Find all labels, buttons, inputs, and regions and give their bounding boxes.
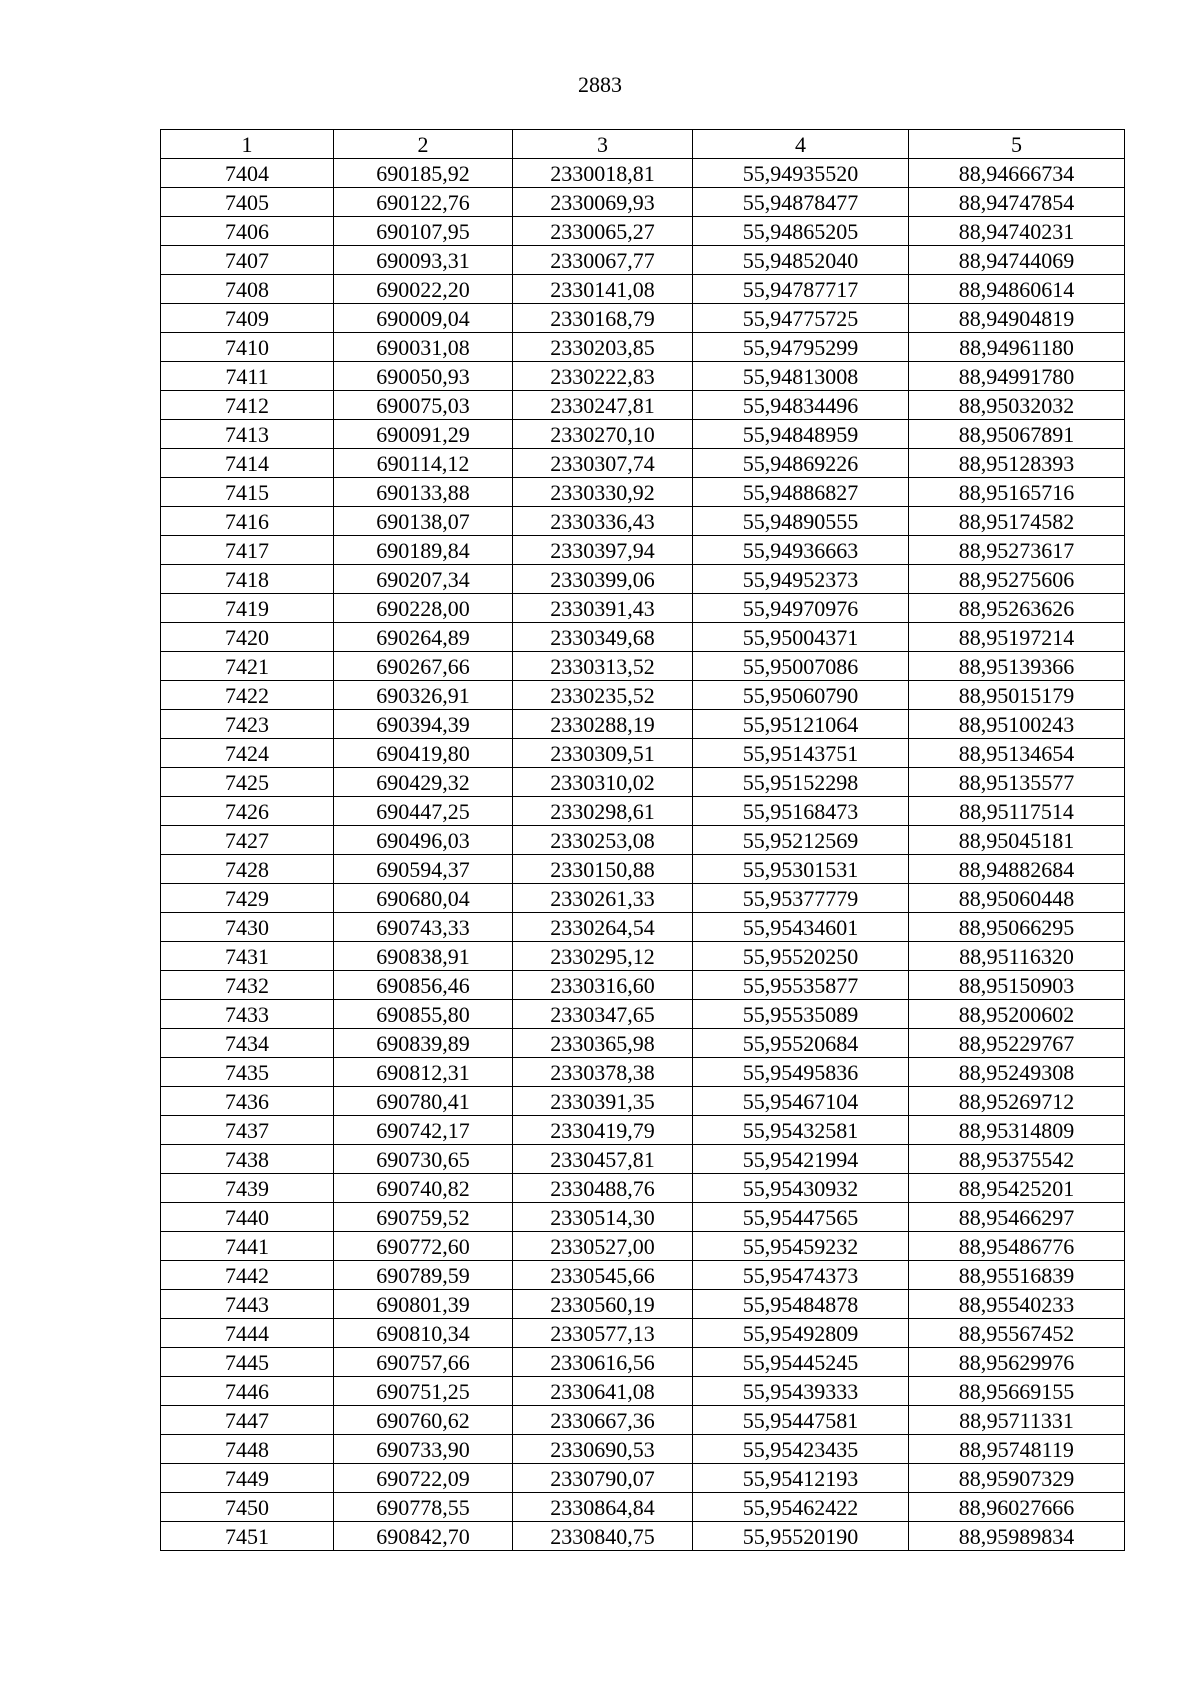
table-cell-col-2: 690722,09: [334, 1464, 513, 1493]
table-cell-col-3: 2330235,52: [513, 681, 693, 710]
table-row: [161, 594, 1125, 623]
table-cell-col-1: 7422: [161, 681, 334, 710]
table-cell-col-3: 2330560,19: [513, 1290, 693, 1319]
table-cell-col-1: 7423: [161, 710, 334, 739]
table-cell-col-1: 7415: [161, 478, 334, 507]
table-cell-col-2: 690680,04: [334, 884, 513, 913]
table-cell-col-1: 7435: [161, 1058, 334, 1087]
table-cell-col-5: 88,94991780: [909, 362, 1125, 391]
table-cell-col-3: 2330270,10: [513, 420, 693, 449]
table-cell-col-5: 88,94961180: [909, 333, 1125, 362]
table-cell-col-3: 2330307,74: [513, 449, 693, 478]
table-cell-col-2: 690267,66: [334, 652, 513, 681]
table-cell-col-3: 2330514,30: [513, 1203, 693, 1232]
table-cell-col-5: 88,94666734: [909, 159, 1125, 188]
table-cell-col-2: 690855,80: [334, 1000, 513, 1029]
table-cell-col-2: 690812,31: [334, 1058, 513, 1087]
table-cell-col-5: 88,95275606: [909, 565, 1125, 594]
table-cell-col-1: 7443: [161, 1290, 334, 1319]
table-cell-col-1: 7414: [161, 449, 334, 478]
table-cell-col-5: 88,95067891: [909, 420, 1125, 449]
table-cell-col-4: 55,94952373: [693, 565, 909, 594]
table-row: [161, 1145, 1125, 1174]
table-cell-col-5: 88,95135577: [909, 768, 1125, 797]
table-row: [161, 1261, 1125, 1290]
table-cell-col-5: 88,95273617: [909, 536, 1125, 565]
table-cell-col-2: 690780,41: [334, 1087, 513, 1116]
table-cell-col-2: 690114,12: [334, 449, 513, 478]
table-cell-col-4: 55,94936663: [693, 536, 909, 565]
table-cell-col-1: 7409: [161, 304, 334, 333]
table-cell-col-5: 88,95486776: [909, 1232, 1125, 1261]
table-row: [161, 391, 1125, 420]
table-row: [161, 971, 1125, 1000]
table-row: [161, 1087, 1125, 1116]
table-cell-col-4: 55,95121064: [693, 710, 909, 739]
table-cell-col-4: 55,95060790: [693, 681, 909, 710]
table-row: [161, 797, 1125, 826]
table-cell-col-5: 88,95197214: [909, 623, 1125, 652]
table-cell-col-4: 55,95492809: [693, 1319, 909, 1348]
table-cell-col-1: 7436: [161, 1087, 334, 1116]
table-cell-col-5: 88,95669155: [909, 1377, 1125, 1406]
table-row: [161, 1116, 1125, 1145]
table-cell-col-3: 2330577,13: [513, 1319, 693, 1348]
table-cell-col-1: 7447: [161, 1406, 334, 1435]
table-cell-col-1: 7406: [161, 217, 334, 246]
table-cell-col-5: 88,95540233: [909, 1290, 1125, 1319]
table-cell-col-5: 88,94904819: [909, 304, 1125, 333]
table-cell-col-3: 2330261,33: [513, 884, 693, 913]
table-cell-col-2: 690264,89: [334, 623, 513, 652]
table-cell-col-3: 2330222,83: [513, 362, 693, 391]
table-cell-col-5: 88,94744069: [909, 246, 1125, 275]
table-row: [161, 652, 1125, 681]
table-cell-col-5: 88,95629976: [909, 1348, 1125, 1377]
table-cell-col-1: 7412: [161, 391, 334, 420]
table-cell-col-3: 2330365,98: [513, 1029, 693, 1058]
table-cell-col-2: 690760,62: [334, 1406, 513, 1435]
table-row: [161, 333, 1125, 362]
table-cell-col-2: 690856,46: [334, 971, 513, 1000]
table-cell-col-1: 7449: [161, 1464, 334, 1493]
table-cell-col-3: 2330298,61: [513, 797, 693, 826]
table-cell-col-3: 2330067,77: [513, 246, 693, 275]
table-cell-col-4: 55,94878477: [693, 188, 909, 217]
table-cell-col-3: 2330864,84: [513, 1493, 693, 1522]
table-cell-col-1: 7446: [161, 1377, 334, 1406]
table-cell-col-1: 7434: [161, 1029, 334, 1058]
table-cell-col-5: 88,95139366: [909, 652, 1125, 681]
table-row: [161, 942, 1125, 971]
table-cell-col-4: 55,95421994: [693, 1145, 909, 1174]
table-cell-col-4: 55,95423435: [693, 1435, 909, 1464]
table-cell-col-2: 690733,90: [334, 1435, 513, 1464]
table-row: [161, 623, 1125, 652]
table-cell-col-1: 7424: [161, 739, 334, 768]
table-cell-col-1: 7425: [161, 768, 334, 797]
header-row: [161, 130, 1125, 159]
table-row: [161, 362, 1125, 391]
table-cell-col-1: 7445: [161, 1348, 334, 1377]
table-cell-col-4: 55,95535089: [693, 1000, 909, 1029]
table-cell-col-4: 55,95301531: [693, 855, 909, 884]
table-cell-col-2: 690107,95: [334, 217, 513, 246]
table-cell-col-5: 88,95032032: [909, 391, 1125, 420]
table-cell-col-2: 690447,25: [334, 797, 513, 826]
table-cell-col-3: 2330840,75: [513, 1522, 693, 1551]
table-cell-col-2: 690091,29: [334, 420, 513, 449]
table-cell-col-2: 690757,66: [334, 1348, 513, 1377]
table-cell-col-3: 2330295,12: [513, 942, 693, 971]
table-cell-col-2: 690772,60: [334, 1232, 513, 1261]
table-cell-col-1: 7448: [161, 1435, 334, 1464]
table-cell-col-2: 690789,59: [334, 1261, 513, 1290]
table-body: [161, 159, 1125, 1551]
table-row: [161, 884, 1125, 913]
table-cell-col-4: 55,94970976: [693, 594, 909, 623]
column-header-1: 1: [161, 130, 334, 159]
table-row: [161, 217, 1125, 246]
table-cell-col-5: 88,95150903: [909, 971, 1125, 1000]
table-cell-col-1: 7432: [161, 971, 334, 1000]
table-cell-col-4: 55,95447565: [693, 1203, 909, 1232]
table-cell-col-4: 55,94813008: [693, 362, 909, 391]
table-cell-col-1: 7418: [161, 565, 334, 594]
table-cell-col-4: 55,95459232: [693, 1232, 909, 1261]
table-cell-col-3: 2330203,85: [513, 333, 693, 362]
table-cell-col-4: 55,95462422: [693, 1493, 909, 1522]
table-cell-col-2: 690496,03: [334, 826, 513, 855]
table-cell-col-2: 690740,82: [334, 1174, 513, 1203]
table-cell-col-3: 2330264,54: [513, 913, 693, 942]
table-row: [161, 1348, 1125, 1377]
table-cell-col-1: 7413: [161, 420, 334, 449]
table-cell-col-5: 88,95015179: [909, 681, 1125, 710]
table-cell-col-2: 690207,34: [334, 565, 513, 594]
table-cell-col-2: 690838,91: [334, 942, 513, 971]
table-row: [161, 1435, 1125, 1464]
table-cell-col-1: 7417: [161, 536, 334, 565]
table-row: [161, 1493, 1125, 1522]
table-cell-col-2: 690801,39: [334, 1290, 513, 1319]
table-cell-col-5: 88,95314809: [909, 1116, 1125, 1145]
table-row: [161, 1058, 1125, 1087]
table-cell-col-1: 7442: [161, 1261, 334, 1290]
table-cell-col-1: 7427: [161, 826, 334, 855]
table-cell-col-1: 7408: [161, 275, 334, 304]
table-cell-col-2: 690730,65: [334, 1145, 513, 1174]
table-cell-col-3: 2330309,51: [513, 739, 693, 768]
table-cell-col-4: 55,95212569: [693, 826, 909, 855]
table-cell-col-3: 2330616,56: [513, 1348, 693, 1377]
table-cell-col-3: 2330069,93: [513, 188, 693, 217]
table-cell-col-4: 55,95520684: [693, 1029, 909, 1058]
table-row: [161, 913, 1125, 942]
table-cell-col-2: 690594,37: [334, 855, 513, 884]
table-cell-col-4: 55,95467104: [693, 1087, 909, 1116]
table-cell-col-2: 690839,89: [334, 1029, 513, 1058]
table-cell-col-2: 690189,84: [334, 536, 513, 565]
table-cell-col-5: 88,95100243: [909, 710, 1125, 739]
table-cell-col-5: 88,95375542: [909, 1145, 1125, 1174]
table-cell-col-4: 55,94865205: [693, 217, 909, 246]
table-row: [161, 855, 1125, 884]
table-row: [161, 826, 1125, 855]
table-cell-col-2: 690022,20: [334, 275, 513, 304]
table-cell-col-2: 690429,32: [334, 768, 513, 797]
table-cell-col-5: 88,95045181: [909, 826, 1125, 855]
table-cell-col-3: 2330690,53: [513, 1435, 693, 1464]
table-cell-col-3: 2330347,65: [513, 1000, 693, 1029]
table-cell-col-4: 55,95434601: [693, 913, 909, 942]
table-cell-col-4: 55,95520190: [693, 1522, 909, 1551]
table-cell-col-4: 55,94890555: [693, 507, 909, 536]
table-cell-col-2: 690138,07: [334, 507, 513, 536]
table-cell-col-3: 2330545,66: [513, 1261, 693, 1290]
table-cell-col-3: 2330667,36: [513, 1406, 693, 1435]
table-cell-col-1: 7410: [161, 333, 334, 362]
table-cell-col-5: 88,95134654: [909, 739, 1125, 768]
table-cell-col-4: 55,95432581: [693, 1116, 909, 1145]
table-cell-col-1: 7441: [161, 1232, 334, 1261]
table-cell-col-3: 2330065,27: [513, 217, 693, 246]
table-cell-col-3: 2330336,43: [513, 507, 693, 536]
table-cell-col-2: 690842,70: [334, 1522, 513, 1551]
table-cell-col-1: 7416: [161, 507, 334, 536]
table-row: [161, 188, 1125, 217]
table-cell-col-5: 88,95229767: [909, 1029, 1125, 1058]
table-cell-col-1: 7426: [161, 797, 334, 826]
table-cell-col-1: 7419: [161, 594, 334, 623]
table-cell-col-3: 2330397,94: [513, 536, 693, 565]
table-row: [161, 159, 1125, 188]
table-cell-col-4: 55,95430932: [693, 1174, 909, 1203]
table-cell-col-3: 2330790,07: [513, 1464, 693, 1493]
page-number: 2883: [578, 72, 622, 97]
table-cell-col-5: 88,95174582: [909, 507, 1125, 536]
table-header: [161, 130, 1125, 159]
table-cell-col-4: 55,95412193: [693, 1464, 909, 1493]
table-cell-col-2: 690810,34: [334, 1319, 513, 1348]
table-cell-col-2: 690759,52: [334, 1203, 513, 1232]
table-row: [161, 739, 1125, 768]
table-cell-col-3: 2330313,52: [513, 652, 693, 681]
table-cell-col-2: 690751,25: [334, 1377, 513, 1406]
table-cell-col-3: 2330419,79: [513, 1116, 693, 1145]
table-row: [161, 1319, 1125, 1348]
table-cell-col-2: 690093,31: [334, 246, 513, 275]
table-cell-col-3: 2330141,08: [513, 275, 693, 304]
table-cell-col-1: 7411: [161, 362, 334, 391]
table-row: [161, 507, 1125, 536]
table-cell-col-4: 55,95007086: [693, 652, 909, 681]
table-row: [161, 420, 1125, 449]
table-row: [161, 565, 1125, 594]
column-header-3: 3: [513, 130, 693, 159]
table-row: [161, 1232, 1125, 1261]
table-cell-col-2: 690326,91: [334, 681, 513, 710]
table-cell-col-3: 2330310,02: [513, 768, 693, 797]
table-cell-col-4: 55,95168473: [693, 797, 909, 826]
table-row: [161, 1377, 1125, 1406]
table-cell-col-3: 2330330,92: [513, 478, 693, 507]
table-cell-col-3: 2330457,81: [513, 1145, 693, 1174]
table-cell-col-4: 55,94795299: [693, 333, 909, 362]
table-cell-col-5: 88,95165716: [909, 478, 1125, 507]
table-cell-col-1: 7407: [161, 246, 334, 275]
coordinates-table: [160, 129, 1125, 1551]
table-cell-col-1: 7439: [161, 1174, 334, 1203]
table-cell-col-3: 2330378,38: [513, 1058, 693, 1087]
table-cell-col-5: 88,95116320: [909, 942, 1125, 971]
table-cell-col-4: 55,94775725: [693, 304, 909, 333]
table-cell-col-4: 55,95004371: [693, 623, 909, 652]
table-cell-col-3: 2330316,60: [513, 971, 693, 1000]
table-cell-col-3: 2330349,68: [513, 623, 693, 652]
table-cell-col-5: 88,94740231: [909, 217, 1125, 246]
table-row: [161, 246, 1125, 275]
table-cell-col-4: 55,95152298: [693, 768, 909, 797]
table-cell-col-1: 7405: [161, 188, 334, 217]
column-header-2: 2: [334, 130, 513, 159]
table-cell-col-5: 88,95066295: [909, 913, 1125, 942]
table-cell-col-1: 7450: [161, 1493, 334, 1522]
table-cell-col-3: 2330247,81: [513, 391, 693, 420]
table-cell-col-4: 55,94848959: [693, 420, 909, 449]
table-cell-col-3: 2330391,35: [513, 1087, 693, 1116]
table-row: [161, 1174, 1125, 1203]
table-cell-col-2: 690031,08: [334, 333, 513, 362]
table-cell-col-3: 2330399,06: [513, 565, 693, 594]
table-cell-col-5: 88,94747854: [909, 188, 1125, 217]
table-cell-col-5: 88,95117514: [909, 797, 1125, 826]
table-cell-col-3: 2330150,88: [513, 855, 693, 884]
table-row: [161, 1522, 1125, 1551]
table-row: [161, 449, 1125, 478]
table-cell-col-1: 7420: [161, 623, 334, 652]
table-cell-col-2: 690009,04: [334, 304, 513, 333]
table-cell-col-5: 88,96027666: [909, 1493, 1125, 1522]
table-cell-col-1: 7444: [161, 1319, 334, 1348]
table-cell-col-4: 55,94787717: [693, 275, 909, 304]
table-cell-col-2: 690122,76: [334, 188, 513, 217]
table-cell-col-4: 55,94852040: [693, 246, 909, 275]
table-cell-col-4: 55,95484878: [693, 1290, 909, 1319]
table-cell-col-3: 2330168,79: [513, 304, 693, 333]
table-cell-col-1: 7431: [161, 942, 334, 971]
table-cell-col-2: 690419,80: [334, 739, 513, 768]
table-cell-col-3: 2330018,81: [513, 159, 693, 188]
table-row: [161, 1203, 1125, 1232]
table-cell-col-4: 55,94935520: [693, 159, 909, 188]
table-cell-col-4: 55,94886827: [693, 478, 909, 507]
table-cell-col-5: 88,95269712: [909, 1087, 1125, 1116]
table-row: [161, 1464, 1125, 1493]
table-cell-col-5: 88,95907329: [909, 1464, 1125, 1493]
table-cell-col-3: 2330488,76: [513, 1174, 693, 1203]
table-cell-col-5: 88,95128393: [909, 449, 1125, 478]
table-cell-col-4: 55,95535877: [693, 971, 909, 1000]
table-cell-col-1: 7430: [161, 913, 334, 942]
column-header-4: 4: [693, 130, 909, 159]
table-cell-col-5: 88,94882684: [909, 855, 1125, 884]
table-cell-col-3: 2330641,08: [513, 1377, 693, 1406]
table-cell-col-5: 88,95466297: [909, 1203, 1125, 1232]
table-cell-col-5: 88,95263626: [909, 594, 1125, 623]
table-cell-col-4: 55,95445245: [693, 1348, 909, 1377]
table-cell-col-1: 7404: [161, 159, 334, 188]
table-cell-col-5: 88,95989834: [909, 1522, 1125, 1551]
table-cell-col-4: 55,95377779: [693, 884, 909, 913]
table-cell-col-2: 690050,93: [334, 362, 513, 391]
table-cell-col-5: 88,95567452: [909, 1319, 1125, 1348]
table-cell-col-1: 7428: [161, 855, 334, 884]
table-cell-col-5: 88,95249308: [909, 1058, 1125, 1087]
table-cell-col-4: 55,94869226: [693, 449, 909, 478]
table-cell-col-1: 7451: [161, 1522, 334, 1551]
table-row: [161, 1029, 1125, 1058]
table-cell-col-4: 55,95474373: [693, 1261, 909, 1290]
table-cell-col-5: 88,94860614: [909, 275, 1125, 304]
table-cell-col-3: 2330527,00: [513, 1232, 693, 1261]
table-cell-col-2: 690133,88: [334, 478, 513, 507]
table-cell-col-4: 55,95495836: [693, 1058, 909, 1087]
table-row: [161, 304, 1125, 333]
table-cell-col-2: 690185,92: [334, 159, 513, 188]
table-cell-col-2: 690394,39: [334, 710, 513, 739]
table-row: [161, 1406, 1125, 1435]
table-row: [161, 768, 1125, 797]
table-cell-col-4: 55,95447581: [693, 1406, 909, 1435]
table-cell-col-5: 88,95200602: [909, 1000, 1125, 1029]
table-cell-col-1: 7421: [161, 652, 334, 681]
column-header-5: 5: [909, 130, 1125, 159]
table-cell-col-3: 2330288,19: [513, 710, 693, 739]
table-cell-col-5: 88,95711331: [909, 1406, 1125, 1435]
table-cell-col-5: 88,95516839: [909, 1261, 1125, 1290]
table-cell-col-4: 55,95439333: [693, 1377, 909, 1406]
table-cell-col-2: 690228,00: [334, 594, 513, 623]
table-row: [161, 681, 1125, 710]
table-cell-col-4: 55,94834496: [693, 391, 909, 420]
table-row: [161, 275, 1125, 304]
table-row: [161, 536, 1125, 565]
table-cell-col-1: 7438: [161, 1145, 334, 1174]
table-row: [161, 710, 1125, 739]
table-row: [161, 478, 1125, 507]
table-cell-col-4: 55,95520250: [693, 942, 909, 971]
table-cell-col-2: 690742,17: [334, 1116, 513, 1145]
table-cell-col-2: 690778,55: [334, 1493, 513, 1522]
table-cell-col-1: 7433: [161, 1000, 334, 1029]
table-cell-col-1: 7440: [161, 1203, 334, 1232]
table-row: [161, 1290, 1125, 1319]
table-cell-col-3: 2330253,08: [513, 826, 693, 855]
table-cell-col-1: 7429: [161, 884, 334, 913]
table-cell-col-3: 2330391,43: [513, 594, 693, 623]
table-cell-col-5: 88,95425201: [909, 1174, 1125, 1203]
table-cell-col-5: 88,95060448: [909, 884, 1125, 913]
table-cell-col-1: 7437: [161, 1116, 334, 1145]
table-cell-col-2: 690743,33: [334, 913, 513, 942]
table-cell-col-2: 690075,03: [334, 391, 513, 420]
table-cell-col-5: 88,95748119: [909, 1435, 1125, 1464]
table-cell-col-4: 55,95143751: [693, 739, 909, 768]
table-row: [161, 1000, 1125, 1029]
